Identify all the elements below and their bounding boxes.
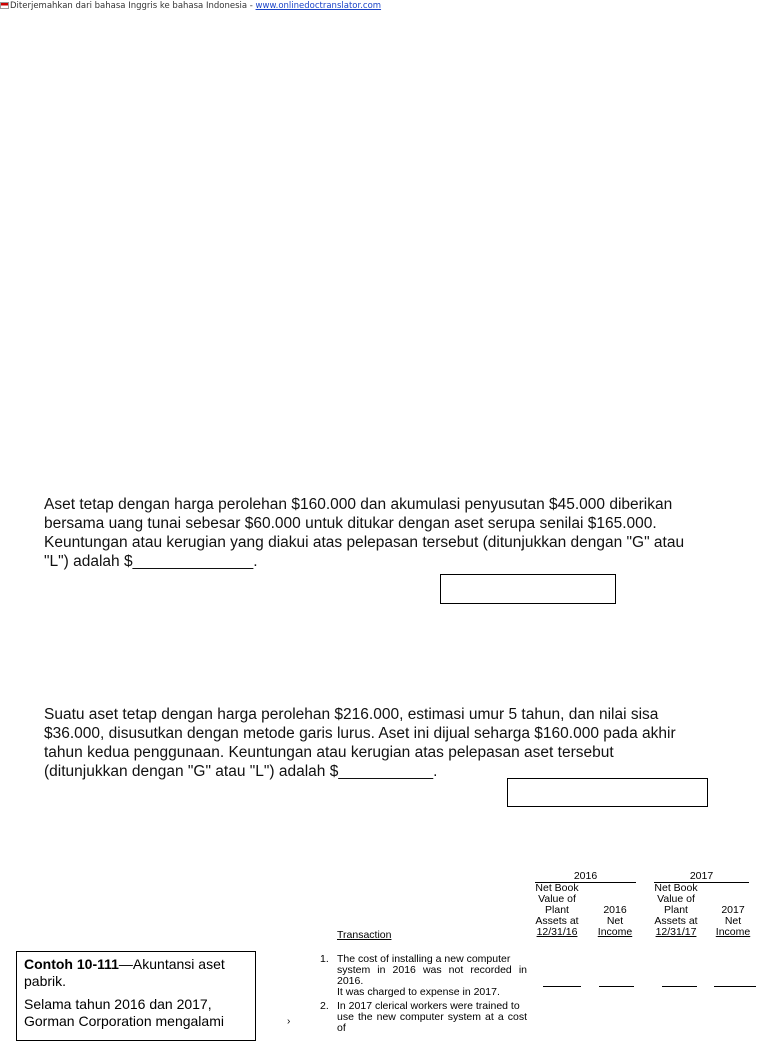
row-line: use the new computer system at a cost of: [337, 1011, 527, 1034]
question-1-line: bersama uang tunai sebesar $60.000 untuk ditukar dengan aset serupa senilai $165.000.: [44, 515, 657, 532]
question-2-line: tahun kedua penggunaan. Keuntungan atau kerugian atas pelepasan aset tersebut: [44, 744, 614, 761]
question-2-line: $36.000, disusutkan dengan metode garis lurus. Aset ini dijual seharga $160.000 pada akhir: [44, 725, 676, 742]
example-title: [24, 956, 248, 990]
col-header-income-2017: [712, 905, 754, 938]
col-header-line: Net: [606, 915, 624, 927]
col-header-line: 2016: [603, 904, 627, 916]
col-header-line: Assets at: [535, 915, 579, 927]
col-header-income-2016: [594, 905, 636, 938]
row-line: system in 2016 was not recorded in 2016.: [337, 964, 527, 987]
col-header-line: Income: [597, 926, 633, 938]
question-1-line: Keuntungan atau kerugian yang diakui atas pelepasan tersebut (ditunjukkan dengan "G" atau: [44, 534, 685, 551]
row-line: In 2017 clerical workers were trained to: [337, 1000, 520, 1012]
question-1-answer-box[interactable]: [440, 574, 616, 604]
col-header-nbv-2017: [648, 883, 704, 938]
blank-answer-line[interactable]: [599, 986, 634, 987]
example-box: [16, 951, 256, 1041]
row-1-number: 1.: [320, 953, 329, 965]
stray-mark: ›: [287, 1016, 291, 1027]
col-header-line: 2017: [721, 904, 745, 916]
col-header-line: Net Book: [654, 882, 698, 894]
example-title-rest: —Akuntansi aset pabrik.: [24, 956, 225, 989]
question-2-line: (ditunjukkan dengan "G" atau "L") adalah $___________.: [44, 763, 438, 780]
blank-answer-line[interactable]: [662, 986, 697, 987]
col-header-line: Value of: [657, 893, 695, 905]
year-2016-header: 2016: [535, 871, 636, 883]
example-body: Selama tahun 2016 dan 2017, Gorman Corporation mengalami: [24, 996, 224, 1029]
row-line: The cost of installing a new computer: [337, 953, 511, 965]
question-1-line: Aset tetap dengan harga perolehan $160.000 dan akumulasi penyusutan $45.000 diberikan: [44, 496, 673, 513]
translator-link[interactable]: www.onlinedoctranslator.com: [255, 1, 382, 11]
question-2: [44, 705, 724, 781]
question-1-line: "L") adalah $______________.: [44, 553, 258, 570]
col-header-line: Plant: [664, 904, 688, 916]
col-header-line: Value of: [538, 893, 576, 905]
col-header-line: Net Book: [535, 882, 579, 894]
col-header-line: Plant: [545, 904, 569, 916]
col-header-line: 12/31/16: [536, 926, 578, 938]
blank-answer-line[interactable]: [714, 986, 756, 987]
banner-text: Diterjemahkan dari bahasa Inggris ke bahasa Indonesia -: [10, 1, 256, 11]
col-header-line: Net: [724, 915, 742, 927]
year-2017-header: 2017: [654, 871, 749, 883]
question-1: [44, 495, 724, 571]
col-header-nbv-2016: [529, 883, 585, 938]
blank-answer-line[interactable]: [543, 986, 581, 987]
transaction-header: Transaction: [337, 929, 392, 941]
col-header-line: 12/31/17: [655, 926, 697, 938]
translator-flag-icon: [0, 2, 9, 9]
question-2-line: Suatu aset tetap dengan harga perolehan $216.000, estimasi umur 5 tahun, dan nilai sisa: [44, 706, 659, 723]
row-2-number: 2.: [320, 1000, 329, 1012]
col-header-line: Assets at: [654, 915, 698, 927]
row-2-description: [337, 1001, 527, 1034]
col-header-line: Income: [715, 926, 751, 938]
row-1-description: [337, 954, 527, 998]
row-line: It was charged to expense in 2017.: [337, 986, 500, 998]
example-title-bold: Contoh 10-111: [24, 956, 119, 972]
question-2-answer-box[interactable]: [507, 778, 708, 807]
translation-banner: [0, 1, 381, 11]
